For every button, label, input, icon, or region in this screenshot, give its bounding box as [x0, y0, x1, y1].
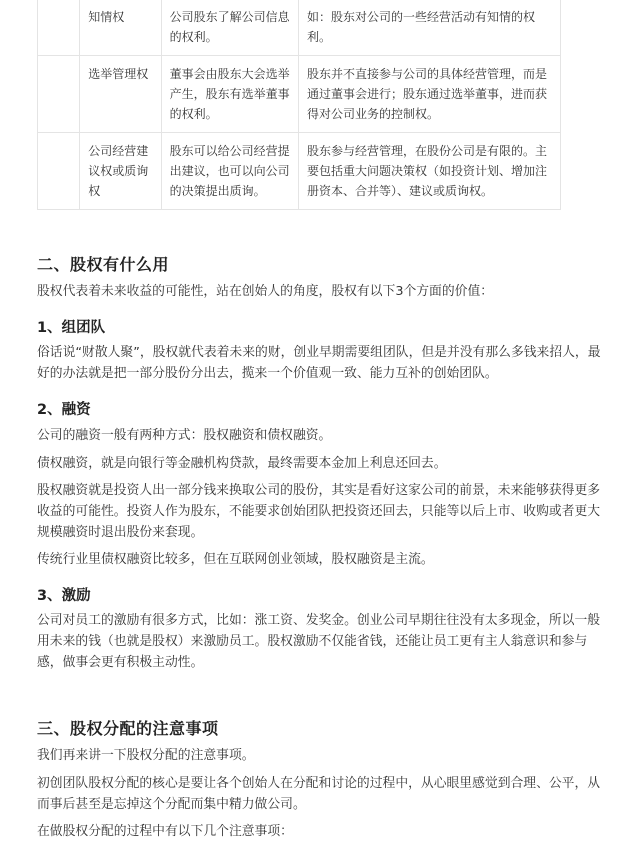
paragraph: 股权融资就是投资人出一部分钱来换取公司的股份，其实是看好这家公司的前景，未来能够获得更多收益的可能性。投资人作为股东，不能要求创始团队把投资还回去，只能等以后上市、收购或者更大规模融资时退出股份来套现。 [37, 483, 601, 540]
paragraph: 股权代表着未来收益的可能性，站在创始人的角度，股权有以下3个方面的价值： [37, 284, 494, 299]
table-cell-right: 知情权 [80, 0, 161, 56]
paragraph: 传统行业里债权融资比较多，但在互联网创业领域，股权融资是主流。 [37, 552, 434, 567]
table-row [38, 0, 561, 56]
table-spacer-cell [38, 0, 80, 56]
subsection-heading: 1、组团队 [37, 320, 106, 336]
subsection-heading: 2、融资 [37, 402, 91, 418]
table-cell-right: 选举管理权 [80, 56, 161, 133]
table-cell-description: 董事会由股东大会选举产生，股东有选举董事的权利。 [161, 56, 298, 133]
paragraph: 我们再来讲一下股权分配的注意事项。 [37, 748, 255, 763]
table-spacer-cell [38, 133, 80, 210]
table-cell-note: 如：股东对公司的一些经营活动有知情的权利。 [298, 0, 560, 56]
table-cell-description: 股东可以给公司经营提出建议，也可以向公司的决策提出质询。 [161, 133, 298, 210]
section-heading: 三、股权分配的注意事项 [37, 719, 219, 738]
shareholder-rights-table [37, 0, 561, 210]
subsection-heading: 3、激励 [37, 588, 91, 604]
paragraph: 公司的融资一般有两种方式：股权融资和债权融资。 [37, 428, 332, 443]
table-cell-note: 股东参与经营管理，在股份公司是有限的。主要包括重大问题决策权（如投资计划、增加注册资本、合并等）、建议或质询权。 [298, 133, 560, 210]
paragraph: 债权融资，就是向银行等金融机构贷款，最终需要本金加上利息还回去。 [37, 456, 447, 471]
table-cell-note: 股东并不直接参与公司的具体经营管理，而是通过董事会进行；股东通过选举董事，进而获得对公司业务的控制权。 [298, 56, 560, 133]
paragraph: 在做股权分配的过程中有以下几个注意事项： [37, 824, 293, 839]
table-row [38, 133, 561, 210]
paragraph: 公司对员工的激励有很多方式，比如：涨工资、发奖金。创业公司早期往往没有太多现金，所以一般用未来的钱（也就是股权）来激励员工。股权激励不仅能省钱，还能让员工更有主人翁意识和参与感，做事会更有积极主动性。 [37, 613, 601, 670]
paragraph: 俗话说“财散人聚”，股权就代表着未来的财，创业早期需要组团队，但是并没有那么多钱来招人，最好的办法就是把一部分股份分出去，揽来一个价值观一致、能力互补的创始团队。 [37, 345, 601, 381]
table-spacer-cell [38, 56, 80, 133]
paragraph: 初创团队股权分配的核心是要让各个创始人在分配和讨论的过程中，从心眼里感觉到合理、公平，从而事后甚至是忘掉这个分配而集中精力做公司。 [37, 776, 601, 812]
table-cell-right: 公司经营建议权或质询权 [80, 133, 161, 210]
table-row [38, 56, 561, 133]
section-heading: 二、股权有什么用 [37, 255, 170, 274]
table-cell-description: 公司股东了解公司信息的权利。 [161, 0, 298, 56]
